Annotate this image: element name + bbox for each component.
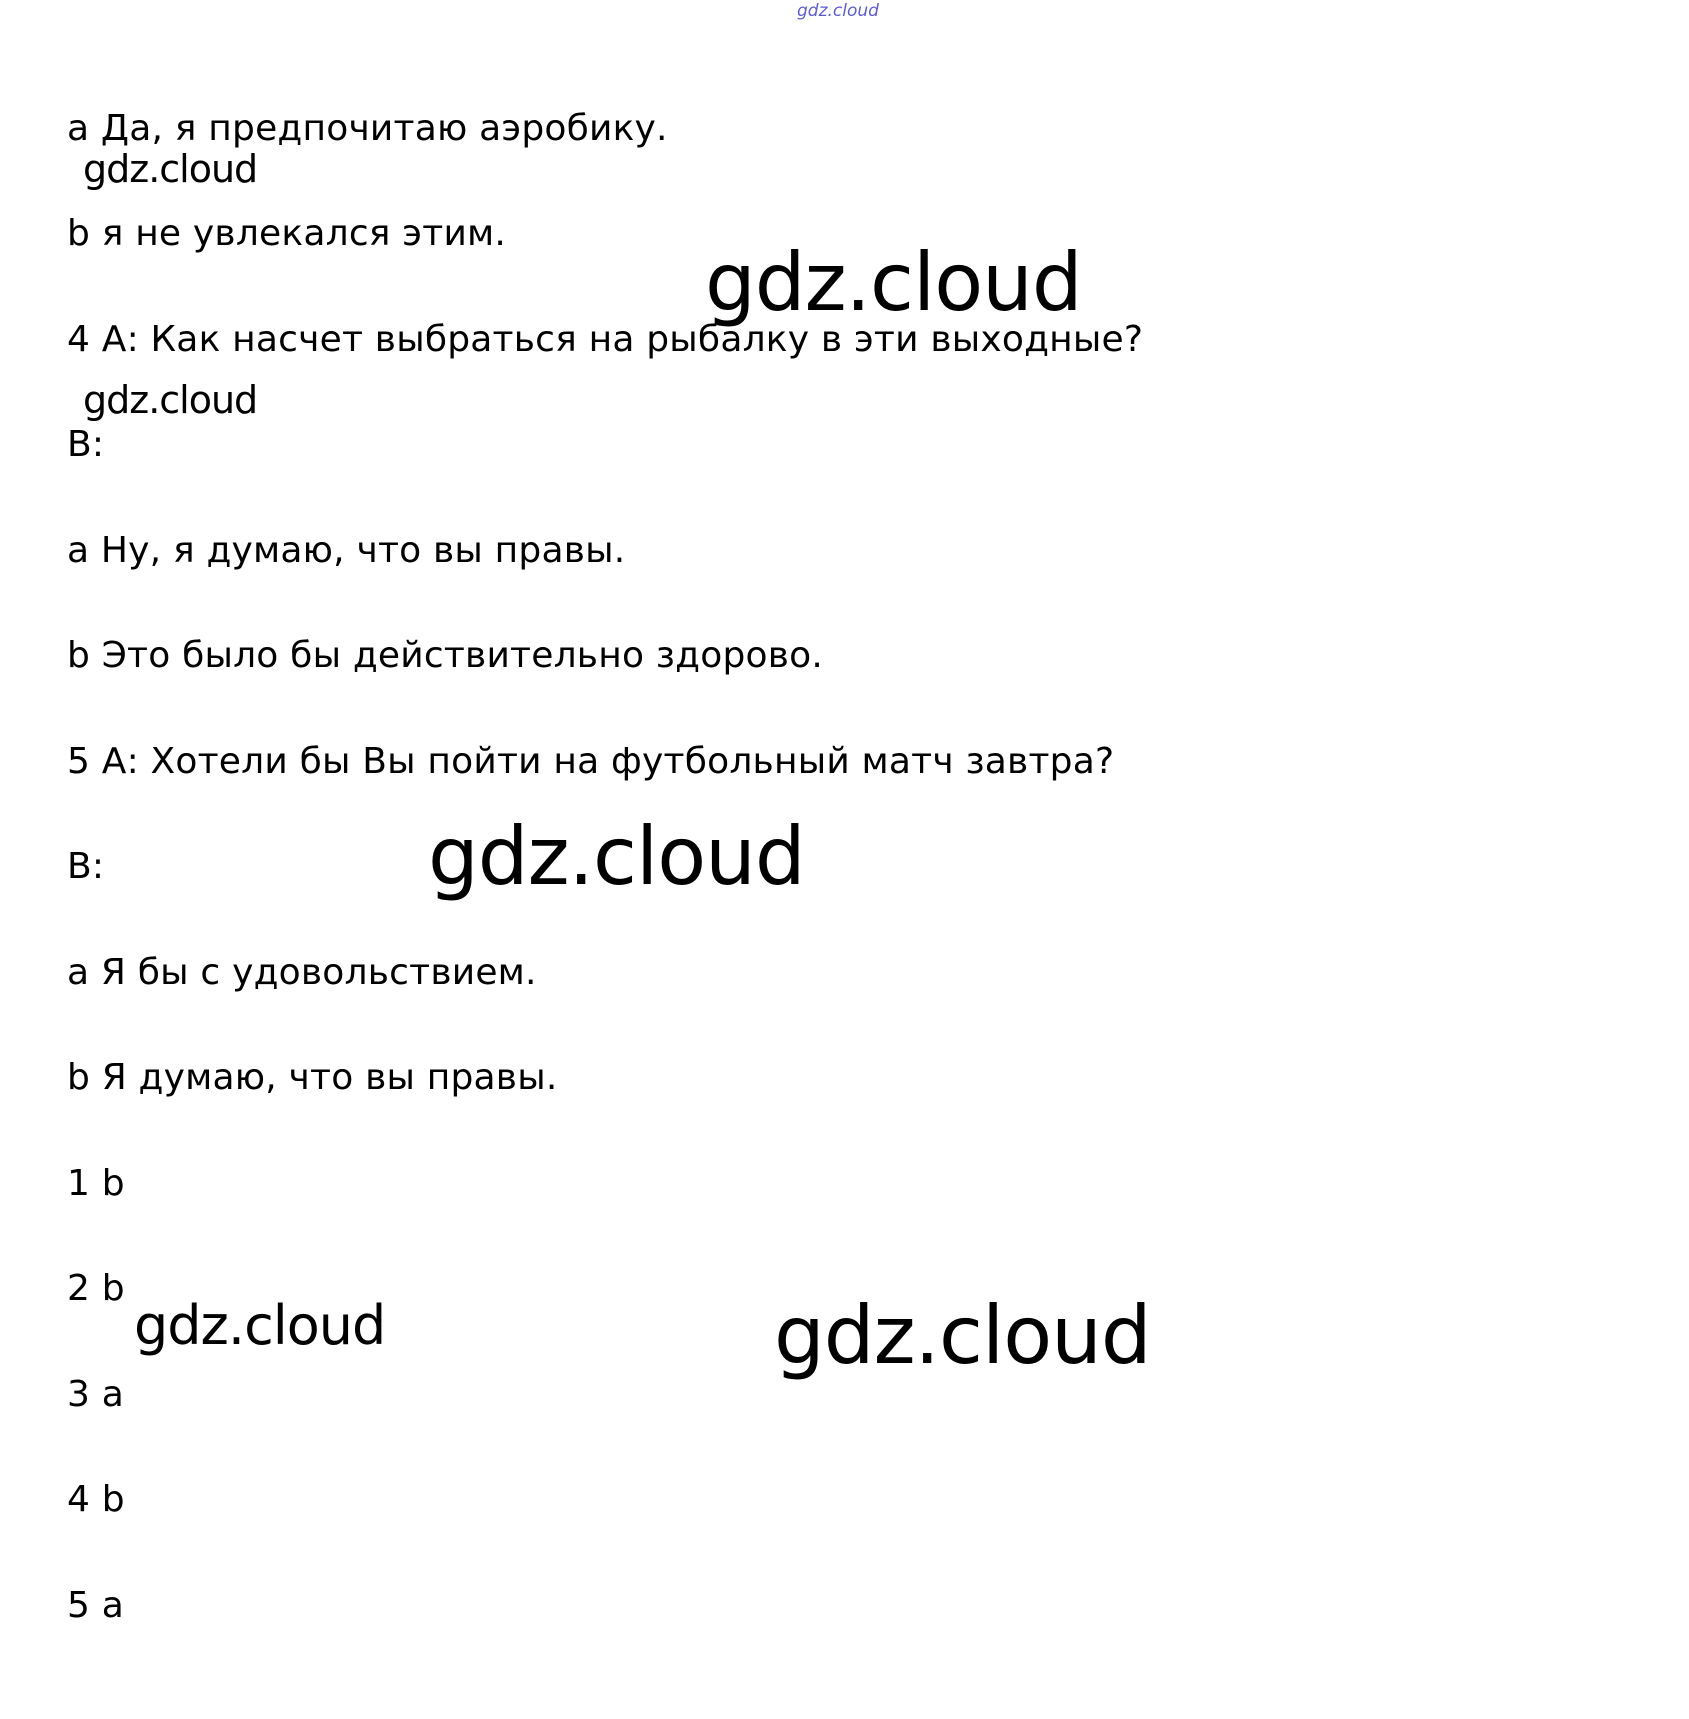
text-line-7: 5 А: Хотели бы Вы пойти на футбольный матч завтра? xyxy=(67,741,1115,782)
text-line-14: 4 b xyxy=(67,1479,125,1520)
watermark-2: gdz.cloud xyxy=(705,236,1082,329)
watermark-top: gdz.cloud xyxy=(797,1,879,21)
text-line-8: B: xyxy=(67,846,105,887)
text-line-9: a Я бы с удовольствием. xyxy=(67,952,537,993)
watermark-4: gdz.cloud xyxy=(428,810,805,903)
watermark-3: gdz.cloud xyxy=(83,378,258,422)
text-line-15: 5 a xyxy=(67,1585,125,1626)
text-line-6: b Это было бы действительно здорово. xyxy=(67,635,824,676)
watermark-1: gdz.cloud xyxy=(83,147,258,191)
watermark-6: gdz.cloud xyxy=(774,1289,1151,1382)
text-line-11: 1 b xyxy=(67,1163,125,1204)
text-line-5: a Ну, я думаю, что вы правы. xyxy=(67,530,626,571)
text-line-2: b я не увлекался этим. xyxy=(67,213,507,254)
text-line-12: 2 b xyxy=(67,1268,125,1309)
text-line-4: B: xyxy=(67,424,105,465)
text-line-3: 4 А: Как насчет выбраться на рыбалку в эти выходные? xyxy=(67,319,1144,360)
text-line-1: a Да, я предпочитаю аэробику. xyxy=(67,108,668,149)
text-line-10: b Я думаю, что вы правы. xyxy=(67,1057,558,1098)
text-line-13: 3 a xyxy=(67,1374,125,1415)
watermark-5: gdz.cloud xyxy=(134,1294,386,1357)
